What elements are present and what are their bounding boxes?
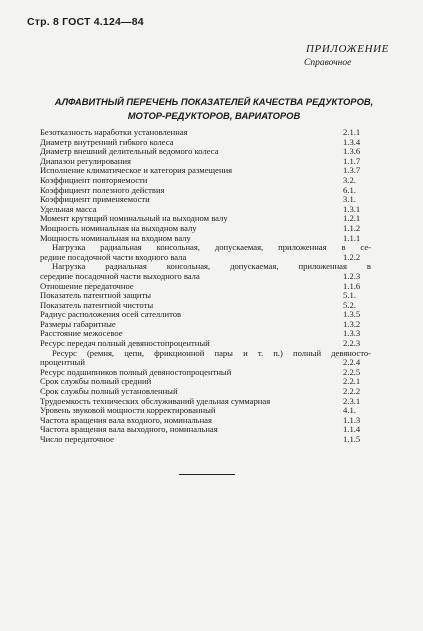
- list-item-text-line-1: Нагрузка радиальная консольная, допускаемая, приложенная в се-: [52, 242, 371, 253]
- list-item-text-line-2: процентный: [40, 357, 85, 368]
- list-item-code: 1.1.3: [343, 414, 361, 425]
- list-item-text-line-1: Нагрузка радиальная консольная, допускаемая, приложенная в: [52, 261, 371, 272]
- list-item: [40, 349, 371, 368]
- list-item-code: 3.2.: [343, 174, 356, 185]
- list-item-code: 2.2.2: [343, 386, 361, 397]
- list-item: [40, 262, 371, 281]
- list-item-code: 1.3.5: [343, 309, 361, 320]
- list-item-code: 1.3.1: [343, 203, 361, 214]
- list-item-text: Диапазон регулирования: [40, 155, 131, 166]
- list-item-text: Отношение передаточное: [40, 280, 134, 291]
- list-item-code: 1.1.1: [343, 232, 361, 243]
- list-item-text-line-2: середине посадочной части выходного вала: [40, 270, 200, 281]
- list-item-code: 1.1.5: [343, 434, 361, 444]
- list-item-text: Коэффициент полезного действия: [40, 184, 165, 195]
- list-item-text: Размеры габаритные: [40, 318, 116, 329]
- list-item-code: 6.1.: [343, 184, 356, 195]
- list-item-text-line-2: редине посадочной части входного вала: [40, 251, 187, 262]
- list-item-text: Радиус расположения осей сателлитов: [40, 309, 182, 320]
- list-item-text: Диаметр внешний делительный ведомого колеса: [40, 146, 219, 157]
- list-item-text: Момент крутящий номинальный на выходном валу: [40, 213, 228, 224]
- list-item-text: Срок службы полный установленный: [40, 386, 178, 397]
- list-item-code: 1.3.7: [343, 165, 361, 176]
- list-item-text: Показатель патентной защиты: [40, 290, 151, 301]
- list-item-text: Исполнение климатическое и категория размещения: [40, 165, 233, 176]
- list-item-text: Безотказность наработки установленная: [40, 127, 188, 137]
- list-item-code: 1.3.6: [343, 146, 361, 157]
- list-item-code: 1.3.3: [343, 328, 361, 339]
- list-item-code: 1.2.2: [343, 251, 361, 262]
- list-item-text: Коэффициент применяемости: [40, 194, 150, 205]
- list-item-text: Диаметр внутренний гибкого колеса: [40, 136, 174, 147]
- end-rule: [179, 474, 235, 475]
- appendix-label: ПРИЛОЖЕНИЕ: [306, 43, 389, 55]
- title-line-2: МОТОР-РЕДУКТОРОВ, ВАРИАТОРОВ: [127, 110, 301, 121]
- list-item: [40, 243, 371, 262]
- list-item-text-line-1: Ресурс (ремня, цепи, фрикционной пары и т. п.) полный девяносто-: [52, 347, 371, 358]
- list-item-code: 2.2.4: [343, 357, 361, 368]
- list-item-code: 1.1.4: [343, 424, 361, 435]
- list-item: [40, 435, 371, 445]
- title-line-1: АЛФАВИТНЫЙ ПЕРЕЧЕНЬ ПОКАЗАТЕЛЕЙ КАЧЕСТВА РЕДУКТОРОВ,: [54, 96, 374, 107]
- index-list: [40, 128, 371, 445]
- list-item-code: 1.1.6: [343, 280, 361, 291]
- list-item-code: 2.1.1: [343, 127, 361, 137]
- list-item-code: 2.2.5: [343, 366, 361, 377]
- list-item-text: Мощность номинальная на входном валу: [40, 232, 191, 243]
- list-item-text: Показатель патентной чистоты: [40, 299, 154, 310]
- list-item-code: 2.3.1: [343, 395, 361, 406]
- list-item-text: Частота вращения вала входного, номинальная: [40, 414, 212, 425]
- list-item-code: 1.2.1: [343, 213, 361, 224]
- list-item-text: Расстояние межосевое: [40, 328, 123, 339]
- list-item-code: 1.2.3: [343, 270, 361, 281]
- list-item-code: 5.2.: [343, 299, 356, 310]
- list-item-text: Трудоемкость технических обслуживаний удельная суммарная: [40, 395, 271, 406]
- appendix-sublabel: Справочное: [304, 58, 352, 68]
- list-item-code: 5.1.: [343, 290, 356, 301]
- running-head: Стр. 8 ГОСТ 4.124—84: [27, 16, 144, 28]
- list-item-code: 1.3.4: [343, 136, 361, 147]
- list-item-text: Частота вращения вала выходного, номинальная: [40, 424, 218, 435]
- list-item-text: Коэффициент повторяемости: [40, 174, 148, 185]
- list-item-text: Удельная масса: [40, 203, 97, 214]
- list-item-code: 4.1.: [343, 405, 356, 416]
- list-item-code: 2.2.1: [343, 376, 361, 387]
- list-item-text: Ресурс подшипников полный девяностопроцентный: [40, 366, 232, 377]
- list-item-code: 1.1.7: [343, 155, 361, 166]
- list-item-text: Мощность номинальная на выходном валу: [40, 222, 197, 233]
- list-item-code: 1.1.2: [343, 222, 361, 233]
- list-item-code: 3.1.: [343, 194, 356, 205]
- list-item-text: Срок службы полный средний: [40, 376, 152, 387]
- page-title: [40, 95, 388, 123]
- list-item-code: 1.3.2: [343, 318, 361, 329]
- list-item-code: 2.2.3: [343, 338, 361, 349]
- list-item-text: Ресурс передач полный девяностопроцентный: [40, 338, 210, 349]
- list-item-text: Число передаточное: [40, 434, 114, 444]
- list-item-text: Уровень звуковой мощности корректированный: [40, 405, 216, 416]
